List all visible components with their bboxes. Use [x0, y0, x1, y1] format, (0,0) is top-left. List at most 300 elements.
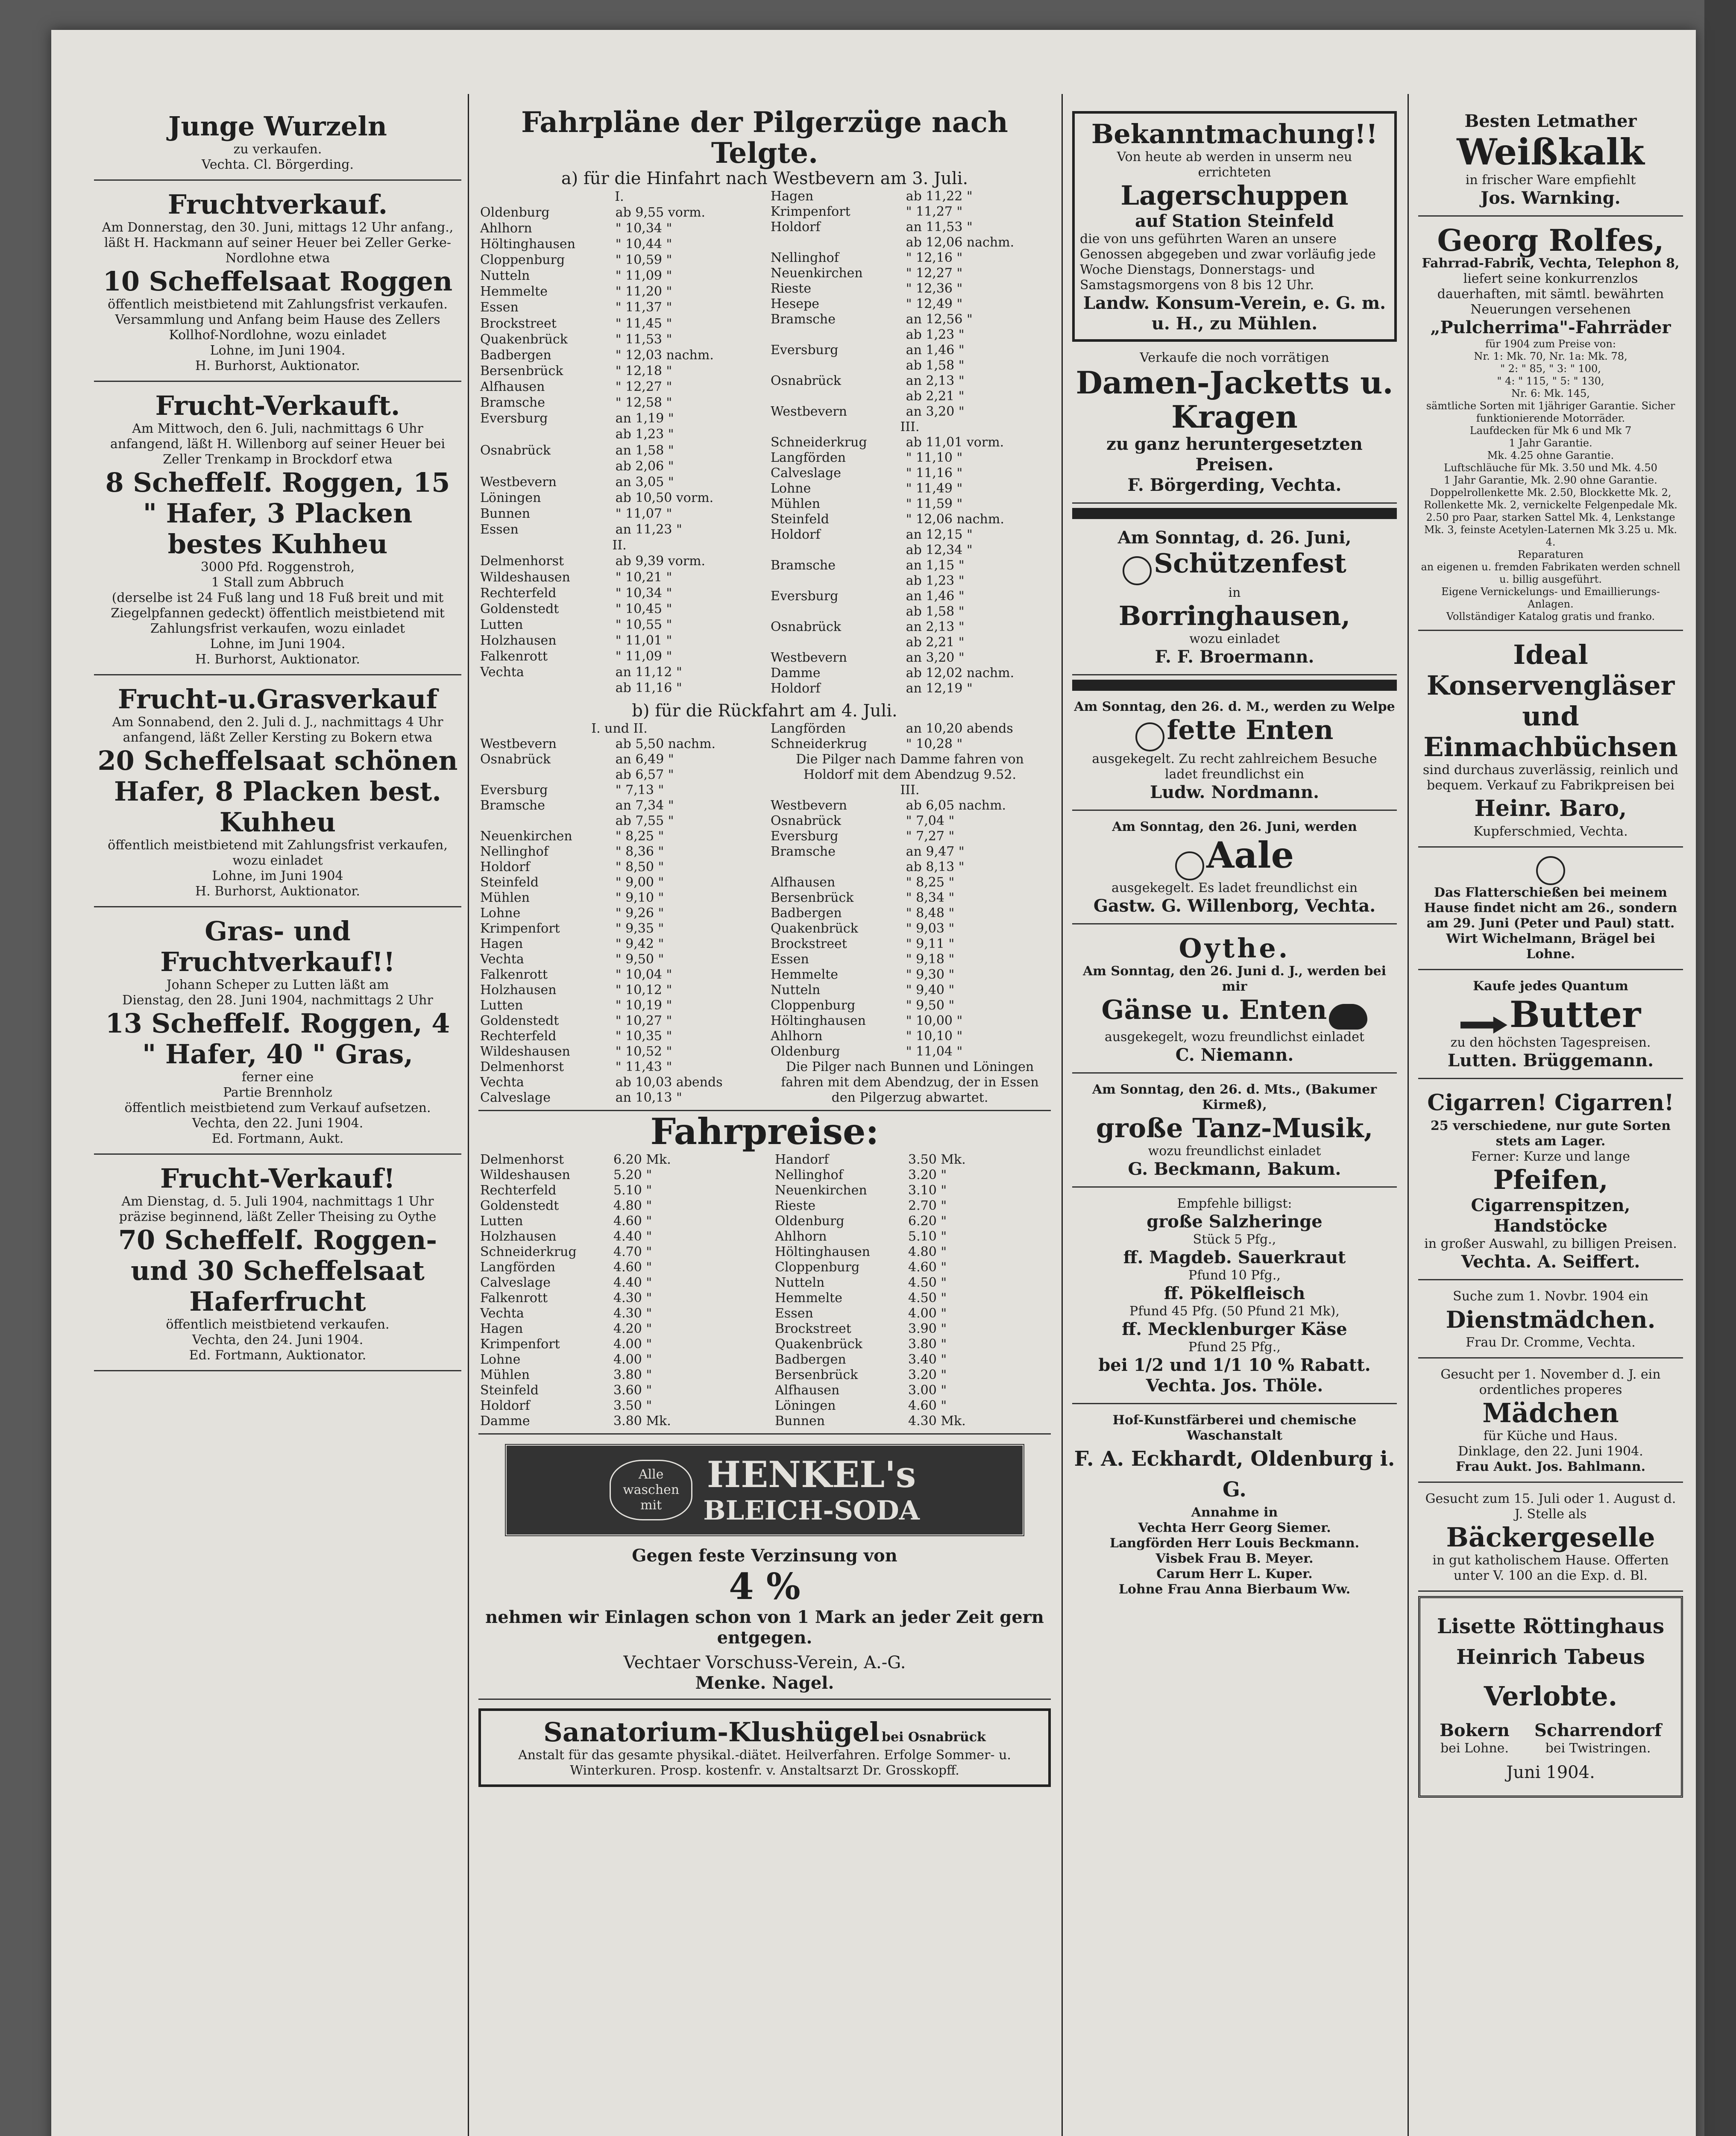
timetable-b-right-station: Ahlhorn — [771, 1029, 823, 1044]
timetable-a-left-station: Goldenstedt — [480, 601, 559, 616]
timetable-b-right-row — [769, 829, 1051, 844]
fare-right-time: 4.60 " — [908, 1398, 947, 1413]
timetable-a-right-time: " 12,06 nachm. — [906, 512, 1004, 527]
rolfes-prices — [1420, 338, 1681, 623]
fare-right-station: Essen — [775, 1306, 813, 1321]
target-icon — [1123, 556, 1152, 585]
timetable-a-left-row — [478, 411, 760, 427]
fare-left-row — [478, 1168, 756, 1183]
eck-line: Vechta Herr Georg Siemer. — [1138, 1520, 1331, 1535]
timetable-a-right-station: Holdorf — [771, 527, 821, 542]
henkel-brand: HENKEL's — [707, 1453, 916, 1496]
auction-line: öffentlich meistbietend verkaufen. — [166, 1317, 390, 1332]
timetable-b-left-row — [478, 1044, 760, 1059]
timetable-b-left-time: an 7,34 " — [615, 798, 674, 813]
timetable-b-left-station: Osnabrück — [480, 752, 551, 767]
timetable-b-left-station: Steinfeld — [480, 875, 539, 890]
timetable-a-left-time: " 11,09 " — [615, 268, 672, 284]
dam-sig: F. Börgerding, Vechta. — [1127, 475, 1342, 495]
bek-big: Lagerschuppen — [1120, 180, 1349, 211]
cig-text: 25 verschiedene, nur gute Sorten stets am Lager. — [1430, 1118, 1671, 1149]
maed-post: für Küche und Haus. — [1483, 1429, 1618, 1444]
maed-pre: Gesucht per 1. November d. J. ein ordentliches properes — [1440, 1367, 1661, 1397]
fare-left-station: Steinfeld — [480, 1383, 539, 1398]
timetable-a-right-time: " 12,16 " — [906, 250, 963, 265]
fare-right-time: 3.00 " — [908, 1383, 947, 1398]
ideal-sub: Kupferschmied, Vechta. — [1473, 824, 1628, 839]
kalk-big: Weißkalk — [1457, 131, 1645, 173]
auction-line: Partie Brennholz — [223, 1085, 332, 1100]
timetable-b-left-station — [478, 813, 614, 829]
ideal-sig: Heinr. Baro, — [1474, 795, 1627, 822]
bek-sig: Landw. Konsum-Verein, e. G. m. u. H., zu Mühlen. — [1083, 293, 1386, 334]
timetable-a-right-station: Holdorf — [771, 681, 821, 696]
timetable-b-right-station: Bersenbrück — [771, 890, 854, 905]
timetable-a-right-time: ab 11,22 " — [906, 189, 973, 204]
sch-big: Schützenfest — [1154, 548, 1346, 579]
dam-pre: Verkaufe die noch vorrätigen — [1140, 350, 1329, 365]
timetable-a-left-row — [478, 522, 760, 538]
timetable-a-right-station — [769, 573, 904, 589]
auction-line: zu verkaufen. — [233, 142, 322, 157]
timetable-a-left-time: " 10,59 " — [615, 252, 672, 268]
cigarren-ad — [1418, 1083, 1683, 1280]
timetable-a-right-time: " 11,10 " — [906, 450, 963, 465]
timetable-a-right-row — [769, 358, 1051, 373]
enten-ad — [1072, 695, 1397, 811]
timetable-a-right-row — [769, 281, 1051, 296]
sch-sig: F. F. Broermann. — [1155, 646, 1314, 667]
fare-right-time: 3.90 " — [908, 1321, 947, 1336]
timetable-a-right-time: an 2,13 " — [906, 619, 965, 634]
timetable-a-left-row — [478, 538, 760, 554]
timetable-b-left-row — [478, 890, 760, 906]
timetable-a-left-row — [478, 252, 760, 268]
timetable-b-right-station: Badbergen — [771, 906, 842, 921]
timetable-b-left-station: Lohne — [480, 906, 521, 921]
v-name1: Lisette Röttinghaus — [1437, 1614, 1664, 1638]
fare-left-row — [478, 1183, 756, 1198]
auction-title: Frucht-u.Grasverkauf — [117, 684, 438, 715]
timetable-b-right-row — [769, 1044, 1051, 1059]
auction-title: Fruchtverkauf. — [167, 189, 388, 220]
v-l1s: bei Lohne. — [1440, 1741, 1509, 1756]
tanz-pre: Am Sonntag, den 26. d. Mts., (Bakumer Kirmeß), — [1092, 1082, 1377, 1112]
rolfes-text: liefert seine konkurrenzlos dauerhaften, mit sämtl. bewährten Neuerungen versehenen — [1437, 271, 1664, 317]
fare-right-time: 4.50 " — [908, 1275, 947, 1290]
auction-goods: 70 Scheffelf. Roggen- und 30 Scheffelsaat Haferfrucht — [118, 1224, 437, 1317]
timetable-b-right-time: " 9,11 " — [906, 936, 955, 951]
kalk-sig: Jos. Warnking. — [1481, 188, 1621, 208]
fare-left-time: 4.00 " — [613, 1352, 652, 1367]
fare-right-time: 4.80 " — [908, 1244, 947, 1259]
rolfes-sub: Fahrrad-Fabrik, Vechta, Telephon 8, — [1422, 256, 1680, 271]
cig-more: Ferner: Kurze und lange — [1471, 1149, 1630, 1164]
timetable-a-right-station: Westbevern — [771, 650, 847, 665]
timetable-a-right-station — [769, 327, 904, 343]
fare-left-time: 4.60 " — [613, 1260, 652, 1275]
timetable-a-right-time: ab 1,23 " — [906, 327, 965, 342]
emp-item: Pfund 10 Pfg., — [1188, 1268, 1281, 1283]
timetable-b-right-time: " 10,28 " — [906, 736, 963, 751]
emp-item: ff. Mecklenburger Käse — [1122, 1319, 1347, 1339]
fare-left-time: 5.10 " — [613, 1183, 652, 1198]
fare-left-time: 4.80 " — [613, 1198, 652, 1213]
baecker-ad — [1418, 1487, 1683, 1592]
back-big: Bäckergeselle — [1446, 1522, 1655, 1553]
timetable-a-left-time: " 11,37 " — [615, 300, 672, 315]
timetable-a-left — [478, 189, 760, 696]
timetable-a-right-time: ab 1,58 " — [906, 358, 965, 373]
vorschuss-l2: nehmen wir Einlagen schon von 1 Mark an jeder Zeit gern entgegen. — [485, 1607, 1044, 1648]
timetable-sub-a: a) für die Hinfahrt nach Westbevern am 3. Juli. — [561, 169, 968, 188]
aale-ad — [1072, 815, 1397, 924]
fare-right-station: Quakenbrück — [775, 1337, 862, 1352]
fare-right-station: Rieste — [775, 1198, 816, 1213]
timetable-a-left-time: " 12,03 nachm. — [615, 347, 714, 363]
timetable-a-left-station: Ahlhorn — [480, 220, 532, 236]
thoele-ad — [1072, 1192, 1397, 1404]
fares-right — [773, 1152, 1051, 1429]
fare-right-row — [773, 1367, 1051, 1383]
timetable-b-left-row — [478, 798, 760, 813]
rule-bar — [1072, 680, 1397, 691]
timetable-b-right-row — [769, 736, 1051, 752]
timetable-a-right-station: Mühlen — [771, 496, 821, 511]
fare-right-station: Cloppenburg — [775, 1260, 860, 1275]
timetable-a-left-row — [478, 649, 760, 665]
auction-line: Lohne, im Juni 1904 — [212, 868, 343, 883]
timetable-b-left-time: " 11,43 " — [615, 1059, 672, 1074]
timetable-b-right-note: III. — [900, 783, 920, 798]
timetable-b-left-station: Nellinghof — [480, 844, 548, 859]
auction-line: öffentlich meistbietend zum Verkauf aufsetzen. — [124, 1100, 431, 1115]
auction-line: Am Mittwoch, den 6. Juli, nachmittags 6 Uhr — [132, 421, 423, 436]
timetable-b-right-row — [769, 1059, 1051, 1106]
auction-line: Ed. Fortmann, Auktionator. — [189, 1348, 367, 1363]
eck-lines — [1074, 1520, 1395, 1597]
butter-ad — [1418, 974, 1683, 1079]
timetable-a-right-station — [769, 543, 904, 558]
timetable-b-right-row — [769, 798, 1051, 813]
timetable-a-right-row — [769, 589, 1051, 604]
timetable-b-right-station: Schneiderkrug — [771, 736, 867, 751]
fare-left-time: 4.70 " — [613, 1244, 652, 1259]
timetable-title: Fahrpläne der Pilgerzüge nach Telgte. — [521, 107, 1008, 170]
timetable-b-left-time: " 9,50 " — [615, 952, 664, 967]
timetable-a-right-row — [769, 573, 1051, 589]
timetable-b-right-time: " 9,40 " — [906, 983, 955, 998]
timetable-b-right-row — [769, 875, 1051, 890]
fare-right-time: 3.40 " — [908, 1352, 947, 1367]
fare-left-row — [478, 1321, 756, 1337]
auction-line: Am Sonnabend, den 2. Juli d. J., nachmittags 4 Uhr — [112, 715, 443, 730]
fare-left-row — [478, 1214, 756, 1229]
timetable-b-right-station: Osnabrück — [771, 813, 842, 828]
auction-line: Vechta, den 22. Juni 1904. — [192, 1116, 364, 1131]
vorschuss-sig: Menke. Nagel. — [695, 1673, 834, 1693]
timetable-b-left-time: ab 5,50 nachm. — [615, 736, 716, 751]
butter-big: Butter — [1509, 993, 1641, 1036]
eck-pre: Hof-Kunstfärberei und chemische Waschanstalt — [1112, 1413, 1357, 1443]
timetable-b-right-station — [769, 860, 904, 875]
timetable-a-right-time: an 11,53 " — [906, 220, 973, 235]
rolfes-price-line: Mk. 4.25 ohne Garantie. — [1487, 449, 1614, 461]
auction-line: 1 Stall zum Abbruch — [211, 575, 344, 590]
fare-left-station: Vechta — [480, 1306, 524, 1321]
fare-right-time: 3.20 " — [908, 1367, 947, 1382]
timetable-a-left-note: II. — [612, 538, 627, 553]
v-name2: Heinrich Tabeus — [1456, 1645, 1645, 1669]
fare-right-station: Neuenkirchen — [775, 1183, 867, 1198]
timetable-b-right-time: an 10,20 abends — [906, 721, 1013, 736]
auction-line: Lohne, im Juni 1904. — [210, 637, 346, 651]
sanatorium-ad — [478, 1708, 1051, 1787]
timetable-b-left-time: an 6,49 " — [615, 752, 674, 767]
timetable-b-left-time: " 8,50 " — [615, 860, 664, 874]
timetable-a-left-row — [478, 347, 760, 363]
timetable-a-right-time: " 12,27 " — [906, 266, 963, 281]
timetable-b-left-row — [478, 813, 760, 829]
timetable-a-left-time: an 11,23 " — [615, 522, 682, 537]
timetable-b-right-station: Westbevern — [771, 798, 847, 813]
timetable-a-left-row — [478, 490, 760, 506]
ent-sig: Ludw. Nordmann. — [1150, 782, 1320, 802]
fare-right-station: Brockstreet — [775, 1321, 851, 1336]
timetable-a-left-time: " 12,18 " — [615, 363, 672, 378]
timetable-b-left-time: " 10,35 " — [615, 1029, 672, 1044]
fare-left-station: Holzhausen — [480, 1229, 557, 1244]
scan-edge — [1704, 0, 1736, 2136]
timetable-b-right-row — [769, 783, 1051, 798]
timetable-b-right-row — [769, 1013, 1051, 1029]
timetable-b-left-row — [478, 829, 760, 844]
fare-right-station: Alfhausen — [775, 1383, 840, 1398]
fare-right-time: 2.70 " — [908, 1198, 947, 1213]
auction-title: Junge Wurzeln — [168, 111, 387, 142]
auction-line: H. Burhorst, Auktionator. — [195, 652, 360, 667]
timetable-a-left-row — [478, 665, 760, 681]
goose-icon — [1329, 1004, 1367, 1030]
timetable-b-left-station: Rechterfeld — [480, 1029, 557, 1044]
timetable-a-left-time: ab 11,16 " — [615, 681, 682, 696]
bek-sub: auf Station Steinfeld — [1135, 211, 1334, 231]
timetable-a-left-station: Eversburg — [480, 411, 548, 426]
timetable-a-left-row — [478, 379, 760, 395]
aale-big: Aale — [1206, 834, 1294, 876]
timetable-b-right-station: Höltinghausen — [771, 1013, 866, 1028]
eck-ann: Annahme in — [1191, 1505, 1278, 1520]
timetable-a-left-time: " 12,58 " — [615, 395, 672, 411]
timetable-a-left-time: " 10,44 " — [615, 236, 672, 252]
timetable-a-right-time: ab 1,23 " — [906, 573, 965, 588]
fare-left-row — [478, 1414, 756, 1429]
timetable-a — [478, 189, 1051, 696]
timetable-a-left-station: Delmenhorst — [480, 554, 564, 569]
timetable-a-left-station: Höltinghausen — [480, 236, 575, 252]
timetable-a-right-row — [769, 189, 1051, 204]
newspaper-page — [51, 30, 1696, 2136]
timetable-a-left-station: Oldenburg — [480, 205, 550, 220]
timetable-b-left-row — [478, 1090, 760, 1106]
auction-line: präzise beginnend, läßt Zeller Theising zu Oythe — [119, 1209, 437, 1224]
weisskalk-ad — [1418, 107, 1683, 217]
auction-line: 3000 Pfd. Roggenstroh, — [200, 560, 355, 575]
timetable-b-left-row — [478, 1059, 760, 1075]
timetable-b-left-station: Neuenkirchen — [480, 829, 572, 844]
dam-post: zu ganz heruntergesetzten Preisen. — [1106, 434, 1363, 475]
fare-right-row — [773, 1260, 1051, 1275]
timetable-a-left-row — [478, 395, 760, 411]
aale-post: ausgekegelt. Es ladet freundlichst ein — [1111, 880, 1358, 895]
timetable-b-left-row — [478, 952, 760, 967]
timetable-a-right-row — [769, 220, 1051, 235]
timetable-a-left-row — [478, 220, 760, 236]
timetable-a-left-row — [478, 681, 760, 696]
fare-left-station: Holdorf — [480, 1398, 530, 1413]
fare-left-time: 6.20 Mk. — [613, 1152, 671, 1167]
timetable-a-right-station: Eversburg — [771, 343, 839, 358]
fare-right-row — [773, 1321, 1051, 1337]
timetable-b-right-time: " 8,34 " — [906, 890, 955, 905]
bek-title: Bekanntmachung!! — [1091, 118, 1378, 150]
timetable-a-left-station: Essen — [480, 522, 519, 537]
fare-right-time: 6.20 " — [908, 1214, 947, 1229]
timetable-a-left-station: Bersenbrück — [480, 363, 563, 378]
timetable-a-left-station: Bunnen — [480, 506, 531, 522]
auction-line: Lohne, im Juni 1904. — [210, 343, 346, 358]
timetable-b-right-time: " 9,03 " — [906, 921, 955, 936]
auction-line: H. Burhorst, Auktionator. — [195, 884, 360, 899]
timetable-a-right-row — [769, 543, 1051, 558]
auction-title: Gras- und Fruchtverkauf!! — [160, 915, 395, 977]
emp-item: ff. Magdeb. Sauerkraut — [1123, 1247, 1346, 1268]
timetable-b-left-time: " 9,26 " — [615, 906, 664, 921]
flatter-ad — [1418, 852, 1683, 970]
fare-left-station: Langförden — [480, 1260, 556, 1275]
tanz-ad — [1072, 1078, 1397, 1188]
fare-left-station: Krimpenfort — [480, 1337, 560, 1352]
sch-place: Borringhausen, — [1118, 600, 1351, 631]
timetable-b-right-station: Langförden — [771, 721, 846, 736]
timetable-a-right-station: Osnabrück — [771, 619, 842, 634]
oythe-title: Oythe. — [1179, 932, 1290, 964]
timetable-a-right-station — [769, 635, 904, 650]
timetable-b-right-row — [769, 813, 1051, 829]
back-pre: Gesucht zum 15. Juli oder 1. August d. J. Stelle als — [1425, 1491, 1676, 1522]
timetable-b-left-row — [478, 906, 760, 921]
timetable-a-left-station: Löningen — [480, 490, 541, 505]
kalk-pre: Besten Letmather — [1464, 111, 1637, 131]
timetable-a-left-time: " 10,45 " — [615, 601, 672, 616]
timetable-b-left-time: " 10,04 " — [615, 967, 672, 982]
timetable-b-right-station: Cloppenburg — [771, 998, 856, 1013]
sanatorium-bei: bei Osnabrück — [882, 1730, 986, 1745]
v-title: Verlobte. — [1484, 1681, 1618, 1712]
fare-left-row — [478, 1152, 756, 1168]
timetable-a-left-station: Vechta — [480, 665, 524, 680]
timetable-a-left-station — [478, 458, 614, 474]
auction-line: läßt H. Hackmann auf seiner Heuer bei Zeller Gerke-Nordlohne etwa — [104, 235, 451, 266]
auction-line: Dienstag, den 28. Juni 1904, nachmittags 2 Uhr — [122, 993, 433, 1008]
fare-left-row — [478, 1275, 756, 1291]
timetable-b-right-row — [769, 844, 1051, 860]
maed-big: Mädchen — [1482, 1397, 1619, 1429]
timetable-a-left-row — [478, 427, 760, 443]
rolfes-ad — [1418, 221, 1683, 631]
ideal-post: sind durchaus zuverlässig, reinlich und bequem. Verkauf zu Fabrikpreisen bei — [1422, 763, 1679, 793]
fare-left-time: 3.60 " — [613, 1383, 652, 1398]
timetable-a-right-time: ab 1,58 " — [906, 604, 965, 619]
timetable-b-right-row — [769, 952, 1051, 967]
fare-left-row — [478, 1352, 756, 1367]
pfeifen-post: in großer Auswahl, zu billigen Preisen. — [1424, 1236, 1677, 1251]
timetable-a-left-station: Cloppenburg — [480, 252, 565, 268]
fare-left-station: Rechterfeld — [480, 1183, 557, 1198]
timetable-a-left-station: Falkenrott — [480, 649, 548, 664]
fare-left-station: Lohne — [480, 1352, 521, 1367]
fare-right-time: 5.10 " — [908, 1229, 947, 1244]
rolfes-price-line: Vollständiger Katalog gratis und franko. — [1446, 610, 1655, 622]
timetable-b-right-station: Bramsche — [771, 844, 836, 859]
fare-right-row — [773, 1198, 1051, 1214]
timetable-a-right-station: Schneiderkrug — [771, 435, 867, 450]
timetable-a-right-time: an 12,56 " — [906, 312, 973, 327]
timetable-b-left-row — [478, 1013, 760, 1029]
timetable-a-left-time: ab 9,55 vorm. — [615, 205, 706, 220]
tanz-sig: G. Beckmann, Bakum. — [1128, 1159, 1341, 1179]
timetable-a-right-time: " 11,16 " — [906, 466, 963, 481]
timetable-a-left-row — [478, 363, 760, 379]
timetable-a-right-row — [769, 343, 1051, 358]
fare-left-time: 4.60 " — [613, 1214, 652, 1229]
timetable-b-left-row — [478, 921, 760, 936]
timetable-a-left-time: " 10,34 " — [615, 585, 672, 601]
emp-sig: Vechta. Jos. Thöle. — [1146, 1376, 1323, 1396]
fare-right-row — [773, 1214, 1051, 1229]
timetable-a-left-time: " 11,20 " — [615, 284, 672, 299]
fare-right-station: Ahlhorn — [775, 1229, 827, 1244]
dienstmaedchen-ad — [1418, 1285, 1683, 1358]
fares-title: Fahrpreise: — [478, 1110, 1051, 1152]
rolfes-price-line: an eigenen u. fremden Fabrikaten werden schnell u. billig ausgeführt. — [1421, 561, 1680, 585]
timetable-b-right-note: Die Pilger nach Bunnen und Löningen fahren mit dem Abendzug, der in Essen den Pilgerzug abwartet. — [781, 1059, 1039, 1105]
timetable-a-right-row — [769, 435, 1051, 450]
sanatorium-name: Sanatorium-Klushügel — [543, 1716, 880, 1748]
fare-right-station: Höltinghausen — [775, 1244, 870, 1259]
vorschuss-name: Vechtaer Vorschuss-Verein, A.-G. — [623, 1653, 906, 1672]
timetable-a-right-time: ab 11,01 vorm. — [906, 435, 1004, 450]
timetable-b-left-station: Lutten — [480, 998, 523, 1013]
timetable-b-left-row — [478, 752, 760, 767]
timetable-a-right-time: ab 2,21 " — [906, 389, 965, 404]
bowler-icon — [1135, 722, 1164, 751]
column-rule — [1062, 94, 1063, 2136]
back-post: in gut katholischem Hause. Offerten unter V. 100 an die Exp. d. Bl. — [1432, 1553, 1669, 1583]
column-rule — [1408, 94, 1409, 2136]
oythe-sig: C. Niemann. — [1175, 1045, 1294, 1065]
timetable-a-right-row — [769, 619, 1051, 635]
auction-title: Frucht-Verkauf! — [160, 1163, 395, 1194]
verlobung-ad — [1418, 1596, 1683, 1798]
fare-right-station: Nellinghof — [775, 1168, 843, 1182]
auction-ad — [94, 185, 461, 382]
timetable-b-left-time: " 10,12 " — [615, 983, 672, 998]
rolfes-price-line: Luftschläuche für Mk. 3.50 und Mk. 4.50 — [1444, 462, 1657, 474]
timetable-b-right-row — [769, 936, 1051, 952]
timetable-b-left-row — [478, 860, 760, 875]
fare-left-time: 3.50 " — [613, 1398, 652, 1413]
